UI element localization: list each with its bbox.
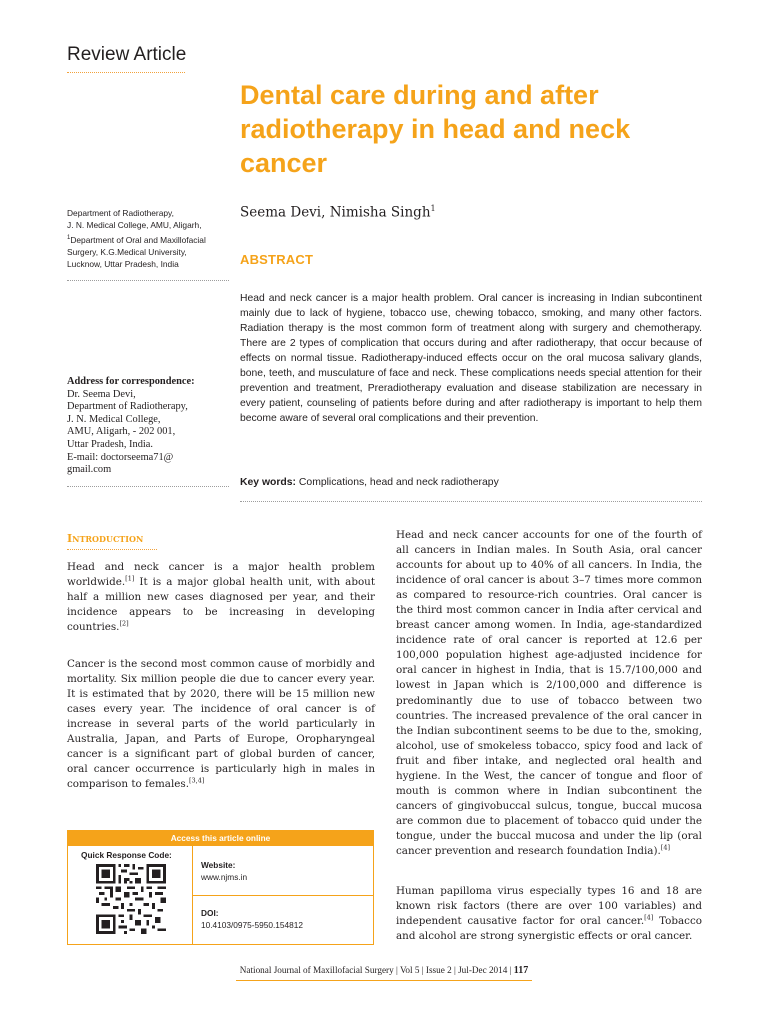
keywords-text: Complications, head and neck radiotherapy — [298, 477, 499, 488]
page-footer — [0, 965, 768, 976]
author-names: Seema Devi, Nimisha Singh — [240, 204, 431, 221]
page-number: 117 — [513, 965, 529, 976]
doi-label: DOI: — [201, 908, 219, 918]
paragraph-text: It is a major global health unit, with about half a million new cases diagnosed per year, and their incidence appears to be increasing in developing countries. — [67, 576, 375, 634]
access-box-heading: Access this article online — [68, 831, 373, 846]
affiliation-line: Department of Radiotherapy, — [67, 208, 174, 218]
abstract-text: Head and neck cancer is a major health problem. Oral cancer is increasing in Indian subcontinent mainly due to lack of hygiene, tobacco use, chewing tobacco, smoking, and many other factors. Radiation therapy is the most common form of treatment along with surgery and chemotherapy. There are 2 types of complication that occurs during and after radiotherapy, that occur because of effects on normal tissue. Radiotherapy-induced effects occur on the oral mucosa salivary glands, bone, teeth, and musculature of face and neck. These complications needs special attention for their prevention and treatment, Preradiotherapy evaluation and disease stabilization are necessary in every patient, counseling of patients before during and after radiotherapy is important to help them become aware of several oral complications and their prevention. — [240, 293, 702, 425]
affiliation-line-text: Department of Oral and Maxillofacial — [70, 234, 206, 245]
correspondence-line: Department of Radiotherapy, — [67, 401, 188, 413]
paragraph-text: Tobacco and alcohol are strong synergistic effects or oral cancer. — [396, 915, 702, 943]
author-list — [240, 204, 436, 221]
citation[interactable]: [2] — [119, 619, 129, 628]
author-affil-sup: 1 — [430, 204, 436, 213]
correspondence-line: AMU, Aligarh, - 202 001, — [67, 426, 176, 438]
citation[interactable]: [1] — [125, 574, 135, 583]
access-article-box — [67, 830, 374, 945]
correspondence-divider — [67, 486, 229, 487]
affiliation-divider — [67, 280, 229, 281]
paragraph-text: Cancer is the second most common cause of morbidly and mortality. Six million people die due to cancer every year. It is estimated that by 2020, there will be 15 million new cases every year. The incidence of oral cancer is of increase in several parts of the world particularly in Australia, Japan, and Parts of Europe, Oropharyngeal cancer is a significant part of global burden of cancer, oral cancer occurrence is particularly high in males in comparison to females. — [67, 658, 375, 791]
footer-rule — [236, 980, 532, 981]
body-paragraph — [396, 884, 702, 944]
qr-code-icon[interactable] — [96, 864, 166, 934]
section-heading-introduction: Introduction — [67, 532, 144, 545]
journal-citation: National Journal of Maxillofacial Surgery | Vol 5 | Issue 2 | Jul-Dec 2014 | — [239, 965, 512, 975]
access-box-horizontal-divider — [192, 895, 373, 896]
website-label: Website: — [201, 860, 236, 870]
correspondence-line: Uttar Pradesh, India. — [67, 438, 153, 450]
affiliation-sup: 1 — [67, 234, 71, 241]
paragraph-text: Head and neck cancer is a major health problem worldwide. — [67, 561, 375, 589]
website-link[interactable]: www.njms.in — [201, 872, 248, 882]
body-paragraph — [67, 560, 375, 635]
abstract-heading: ABSTRACT — [240, 252, 314, 267]
article-type: Review Article — [67, 44, 187, 65]
affiliation-line: J. N. Medical College, AMU, Aligarh, — [67, 220, 202, 231]
correspondence-heading: Address for correspondence: — [67, 376, 195, 387]
keywords-label: Key words: — [240, 477, 297, 488]
article-type-divider — [67, 72, 185, 73]
paragraph-text: Human papilloma virus especially types 16 and 18 are known risk factors (there are over 100 variables) and independent causative factor for oral cancer. — [396, 885, 702, 928]
article-title: Dental care during and after radiotherapy in head and neck cancer — [240, 80, 631, 178]
keywords — [240, 477, 499, 488]
citation[interactable]: [4] — [644, 913, 654, 922]
qr-code-label: Quick Response Code: — [81, 850, 172, 860]
correspondence-line: gmail.com — [67, 464, 112, 476]
affiliation-line: Surgery, K.G.Medical University, — [67, 246, 187, 257]
body-paragraph — [67, 657, 375, 792]
citation[interactable]: [3,4] — [188, 776, 205, 785]
doi-link[interactable]: 10.4103/0975-5950.154812 — [201, 920, 303, 930]
correspondence-line: J. N. Medical College, — [67, 413, 161, 425]
keywords-divider — [240, 501, 702, 502]
correspondence-line: E-mail: doctorseema71@ — [67, 451, 174, 463]
affiliation-line — [67, 232, 237, 246]
affiliation-line: Lucknow, Uttar Pradesh, India — [67, 258, 179, 269]
section-heading-divider — [67, 549, 157, 550]
paragraph-text: Head and neck cancer accounts for one of the fourth of all cancers in Indian males. In South Asia, oral cancer accounts for about up to 40% of all cancers. In India, the incidence of oral cancer is about 3–7 times more common as compared to resource-rich countries. Oral cancer is the third most common cancer in India after cervical and breast cancer among women. In India, age-standardized incidence rate of oral cancer is reported at 12.6 per 100,000 population highest age-adjusted incidence for oral cancer in highest in India, that is 15.7/100,000 and lowest in Japan which is 2/100,000 and difference is predominantly due to use of tobacco between two countries. The increased prevalence of the oral cancer in the Indian subcontinent seems to be due to the, smoking, alcohol, use of smokeless tobacco, spicy food and lack of fruit and fiber intake, and neglected oral health and hygiene. In the West, the cancer of tongue and floor of mouth is common where in Indian subcontinent the cancers of gingivobuccal sulcus, tongue, buccal mucosa are common due to placement of tobacco quid under the tongue, under the buccal mucosa and under the lip (oral cancer prevention and research foundation India). — [396, 529, 702, 857]
correspondence-line: Dr. Seema Devi, — [67, 388, 136, 400]
citation[interactable]: [4] — [660, 843, 671, 852]
body-paragraph — [396, 528, 702, 859]
correspondence-block — [67, 376, 237, 477]
affiliation-block — [67, 207, 237, 270]
